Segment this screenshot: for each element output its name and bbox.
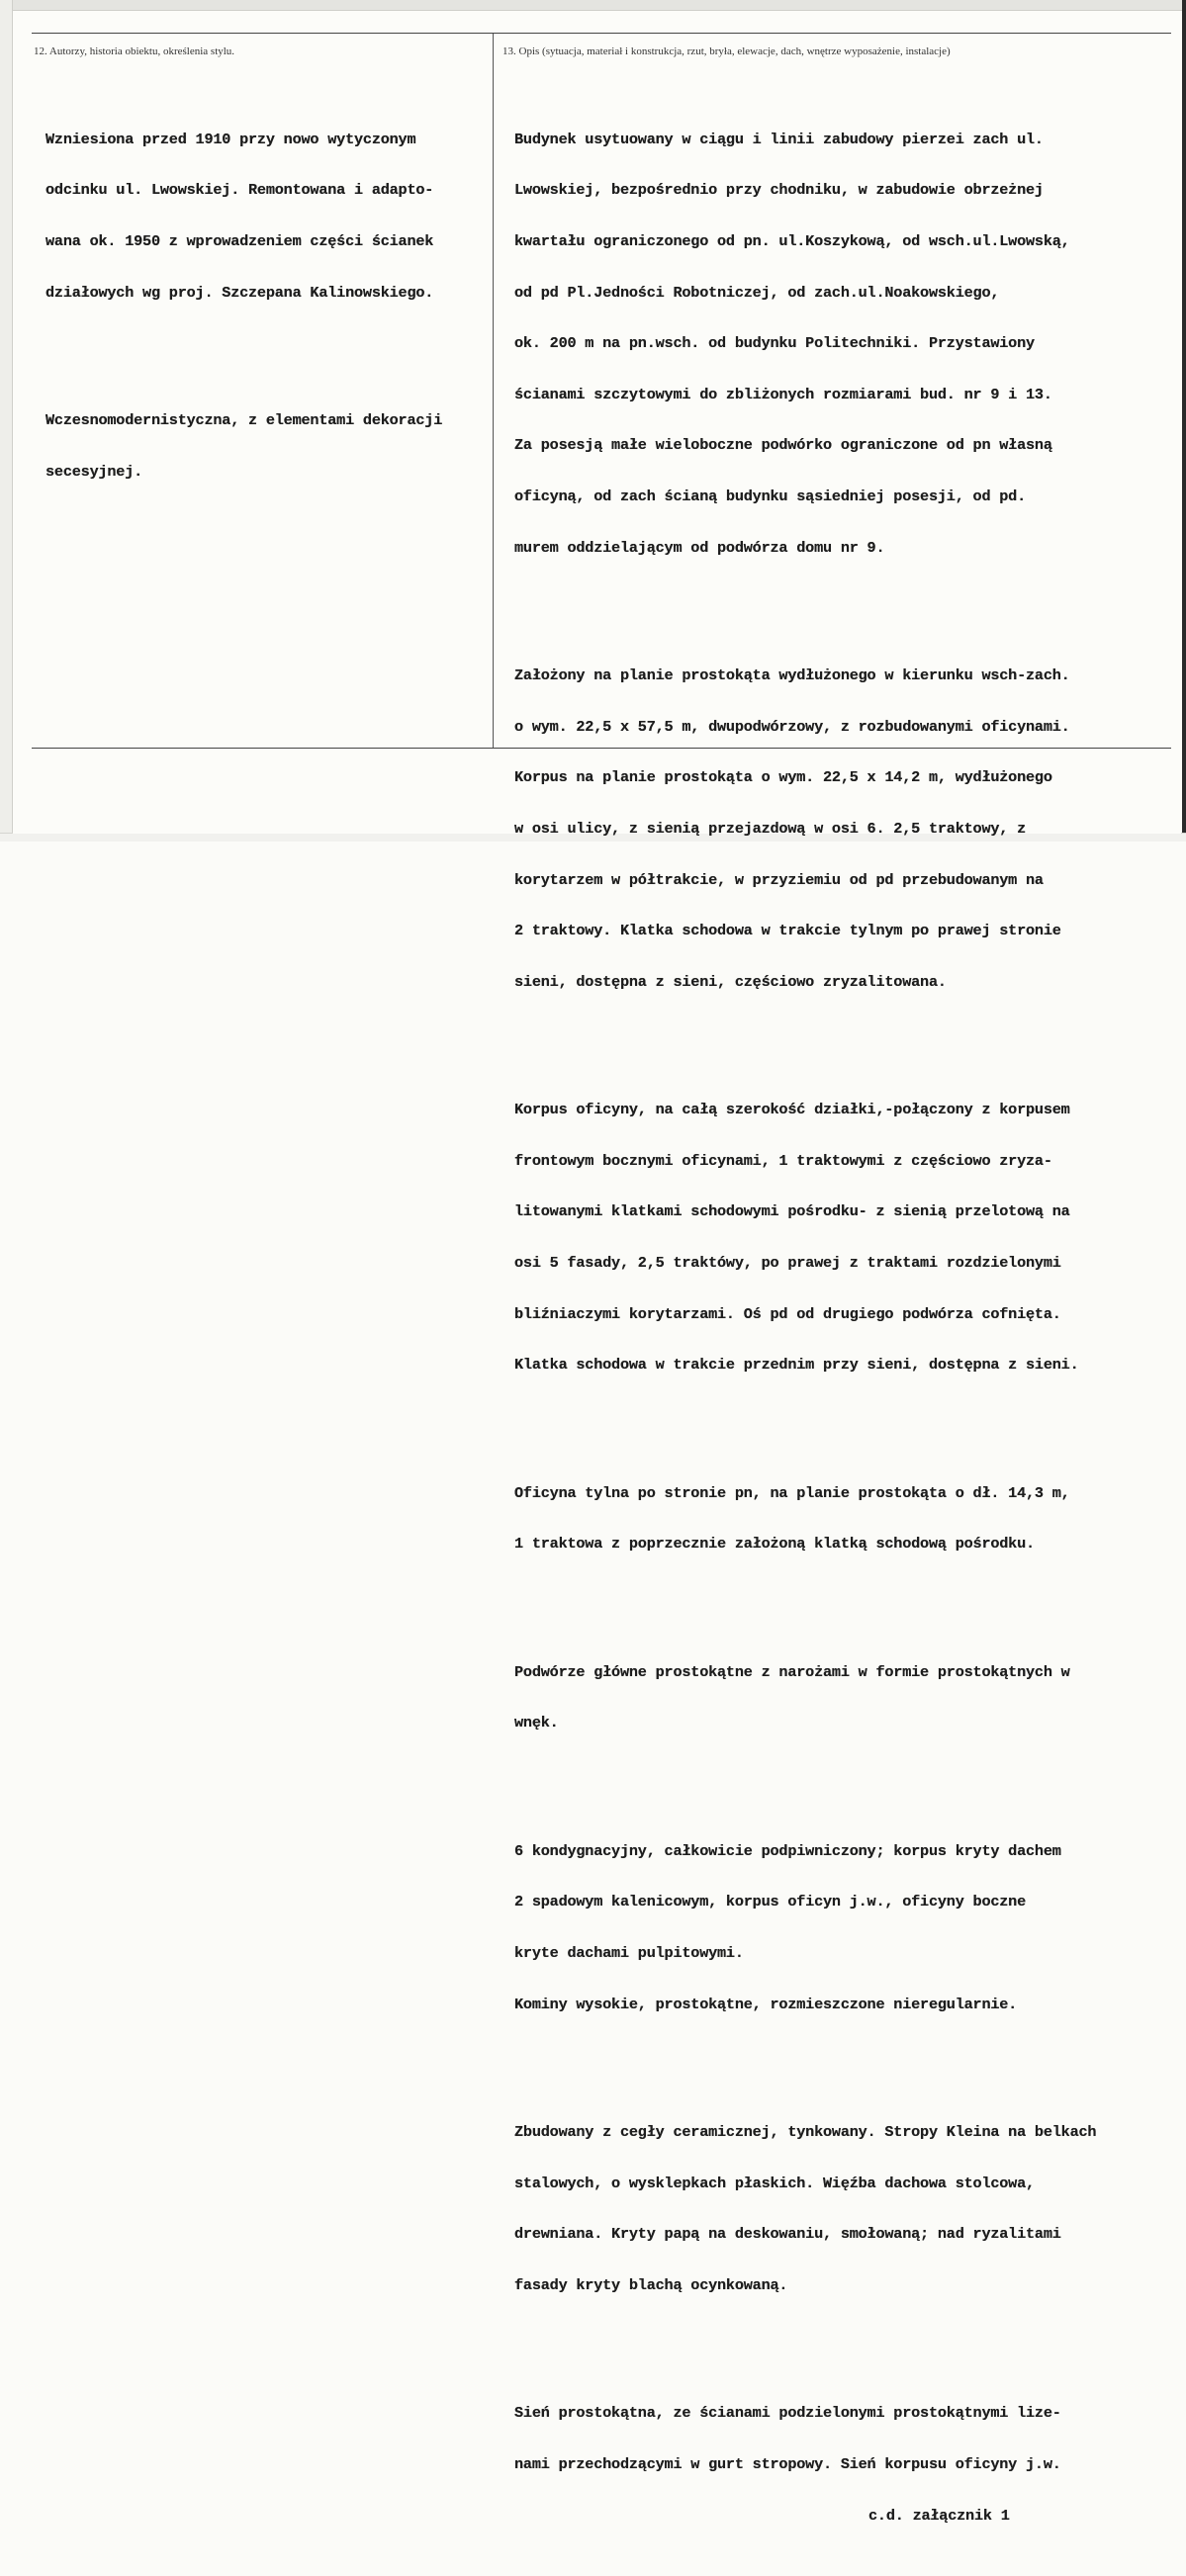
interior-paragraph: [514, 2371, 1096, 2559]
continued-note: c.d. załącznik 1: [868, 2507, 1010, 2526]
text-line: kryte dachami pulpitowymi.: [514, 1943, 744, 1962]
text-line: Wczesnomodernistyczna, z elementami dekoracji: [46, 411, 443, 430]
section-13-label: 13. Opis (sytuacja, materiał i konstrukcja, rzut, bryła, elewacje, dach, wnętrze wyposażenie, instalacje): [502, 45, 951, 57]
text-line: ok. 200 m na pn.wsch. od budynku Politechniki. Przystawiony: [514, 334, 1035, 353]
text-line: odcinku ul. Lwowskiej. Remontowana i adapto-: [46, 181, 434, 200]
annex-paragraph: [514, 1068, 1096, 1408]
text-line: Korpus na planie prostokąta o wym. 22,5 x 14,2 m, wydłużonego: [514, 768, 1052, 787]
text-line: murem oddzielającym od podwórza domu nr 9.: [514, 538, 885, 557]
column-divider: [493, 34, 494, 748]
location-paragraph: [514, 97, 1096, 590]
courtyard-paragraph: [514, 1630, 1096, 1766]
text-line: działowych wg proj. Szczepana Kalinowskiego.: [46, 283, 434, 302]
text-line: kwartału ograniczonego od pn. ul.Koszykową, od wsch.ul.Lwowską,: [514, 232, 1070, 251]
history-paragraph: [46, 97, 442, 335]
construction-paragraph: [514, 2090, 1096, 2329]
text-line: oficyną, od zach ścianą budynku sąsiedniej posesji, od pd.: [514, 488, 1027, 506]
text-line: frontowym bocznymi oficynami, 1 traktowymi z częściowo zryza-: [514, 1151, 1052, 1170]
scan-edge-left: [0, 0, 13, 842]
text-line: Kominy wysokie, prostokątne, rozmieszczone nieregularnie.: [514, 1995, 1018, 2013]
text-line: Lwowskiej, bezpośrednio przy chodniku, w zabudowie obrzeżnej: [514, 181, 1044, 200]
text-line: wnęk.: [514, 1714, 559, 1732]
text-line: bliźniaczymi korytarzami. Oś pd od drugiego podwórza cofnięta.: [514, 1304, 1061, 1323]
text-line: drewniana. Kryty papą na deskowaniu, smołowaną; nad ryzalitami: [514, 2225, 1061, 2244]
text-line: nami przechodzącymi w gurt stropowy. Sień korpusu oficyny j.w.: [514, 2454, 1061, 2473]
text-line: w osi ulicy, z sienią przejazdową w osi 6. 2,5 traktowy, z: [514, 819, 1027, 838]
text-line: 2 traktowy. Klatka schodowa w trakcie tylnym po prawej stronie: [514, 922, 1061, 940]
text-line: Klatka schodowa w trakcie przednim przy sieni, dostępna z sieni.: [514, 1356, 1079, 1375]
text-line: stalowych, o wysklepkach płaskich. Więźba dachowa stolcowa,: [514, 2174, 1035, 2192]
section-12-label: 12. Autorzy, historia obiektu, określenia stylu.: [34, 45, 235, 57]
text-line: secesyjnej.: [46, 462, 143, 481]
text-line: 1 traktowa z poprzecznie założoną klatką schodową pośrodku.: [514, 1535, 1035, 1554]
text-line: Za posesją małe wieloboczne podwórko ograniczone od pn własną: [514, 436, 1052, 455]
text-line: Korpus oficyny, na całą szerokość działki,-połączony z korpusem: [514, 1101, 1070, 1119]
top-rule: [32, 33, 1171, 34]
text-line: fasady kryty blachą ocynkowaną.: [514, 2275, 788, 2294]
style-paragraph: [46, 379, 442, 515]
text-line: ścianami szczytowymi do zbliżonych rozmiarami bud. nr 9 i 13.: [514, 385, 1052, 403]
text-line: osi 5 fasady, 2,5 traktówy, po prawej z traktami rozdzielonymi: [514, 1254, 1061, 1273]
scan-edge-right: [1182, 0, 1186, 842]
text-line: od pd Pl.Jedności Robotniczej, od zach.ul.Noakowskiego,: [514, 283, 1000, 302]
history-text: [46, 63, 442, 531]
description-text: [514, 63, 1096, 2576]
text-line: sieni, dostępna z sieni, częściowo zryzalitowana.: [514, 972, 947, 991]
text-line: Założony na planie prostokąta wydłużonego w kierunku wsch-zach.: [514, 666, 1070, 685]
text-line: o wym. 22,5 x 57,5 m, dwupodwórzowy, z rozbudowanymi oficynami.: [514, 717, 1070, 736]
text-line: 2 spadowym kalenicowym, korpus oficyn j.w., oficyny boczne: [514, 1893, 1027, 1911]
text-line: Budynek usytuowany w ciągu i linii zabudowy pierzei zach ul.: [514, 130, 1044, 148]
text-line: wana ok. 1950 z wprowadzeniem części ścianek: [46, 232, 434, 251]
text-line: 6 kondygnacyjny, całkowicie podpiwniczony; korpus kryty dachem: [514, 1841, 1061, 1860]
storeys-paragraph: [514, 1809, 1096, 2047]
scan-edge-top: [0, 0, 1186, 11]
text-line: Oficyna tylna po stronie pn, na planie prostokąta o dł. 14,3 m,: [514, 1483, 1070, 1502]
text-line: Zbudowany z cegły ceramicznej, tynkowany. Stropy Kleina na belkach: [514, 2122, 1097, 2141]
plan-paragraph: [514, 634, 1096, 1025]
text-line: korytarzem w półtrakcie, w przyziemiu od pd przebudowanym na: [514, 870, 1044, 889]
rear-annex-paragraph: [514, 1451, 1096, 1587]
text-line: litowanymi klatkami schodowymi pośrodku- z sienią przelotową na: [514, 1202, 1070, 1221]
text-line: Podwórze główne prostokątne z narożami w formie prostokątnych w: [514, 1662, 1070, 1681]
text-line: Sień prostokątna, ze ścianami podzielonymi prostokątnymi lize-: [514, 2404, 1061, 2423]
text-line: Wzniesiona przed 1910 przy nowo wytyczonym: [46, 130, 416, 148]
